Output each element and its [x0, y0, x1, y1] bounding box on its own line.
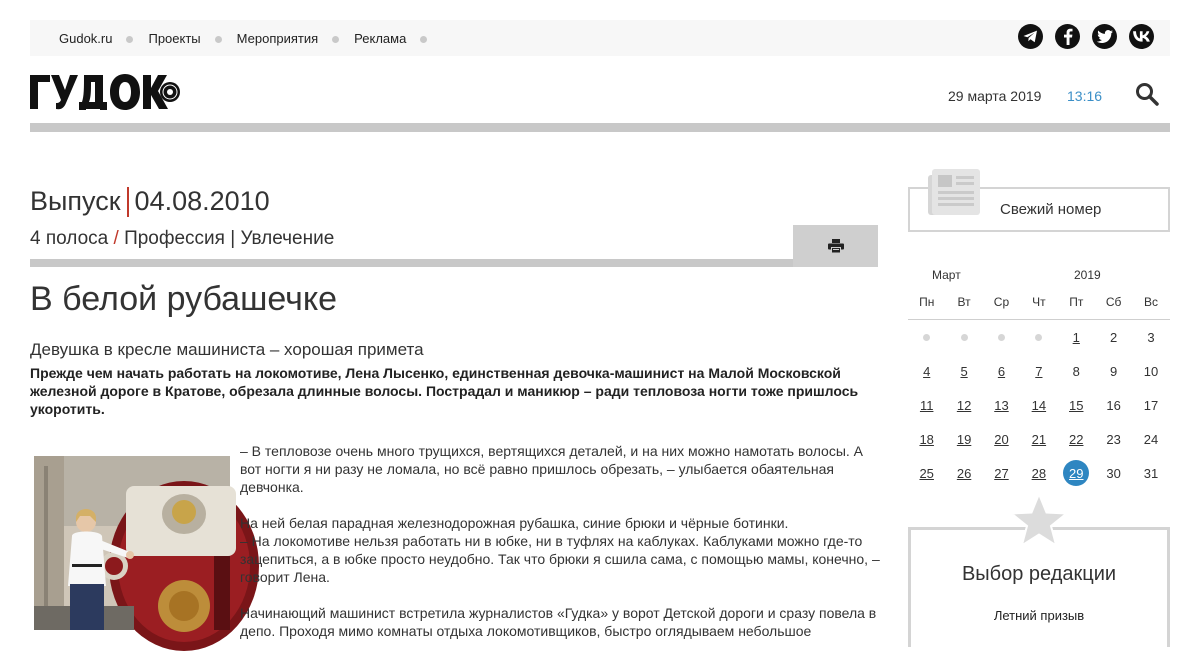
calendar-day — [1095, 320, 1132, 354]
calendar-day-number: 1 — [1072, 329, 1080, 345]
calendar-day-number: 9 — [1110, 363, 1118, 379]
calendar-day[interactable] — [1058, 422, 1095, 456]
nav-link-ads[interactable]: Реклама — [354, 30, 407, 46]
calendar-grid — [908, 320, 1170, 490]
weekday-label: Ср — [993, 295, 1010, 309]
issue-label: Выпуск — [30, 186, 121, 216]
telegram-icon[interactable] — [1018, 24, 1043, 49]
calendar-day-number: 12 — [956, 397, 972, 413]
calendar-day-number: 2 — [1110, 329, 1118, 345]
calendar-day[interactable] — [1020, 456, 1057, 490]
calendar-day[interactable] — [1058, 388, 1095, 422]
calendar-dot — [998, 334, 1005, 341]
article-paragraph: – В тепловозе очень много трущихся, вертящихся деталей, и на них можно намотать волосы. А вот ногти я ни разу не ломала, но всё равно пришлось обрезать, – улыбается обаятельная девчонка. — [240, 443, 864, 495]
article-divider — [30, 259, 793, 267]
breadcrumb-page[interactable]: 4 полоса — [30, 228, 109, 249]
calendar-day-number: 20 — [994, 431, 1009, 447]
calendar-day-number: 5 — [960, 363, 968, 379]
calendar-day-number: 3 — [1147, 329, 1155, 345]
breadcrumb-slash: / — [113, 228, 119, 249]
calendar-day — [1132, 388, 1169, 422]
calendar-day-number: 6 — [997, 363, 1006, 379]
article-body — [240, 442, 885, 658]
issue-date[interactable]: 04.08.2010 — [134, 186, 270, 216]
weekday-label: Вс — [1144, 295, 1159, 309]
weekday-label: Пт — [1069, 295, 1084, 309]
calendar-empty-day — [945, 320, 982, 354]
nav-separator-dot — [215, 36, 222, 43]
article-lead: Прежде чем начать работать на локомотиве, Лена Лысенко, единственная девочка-машинист на Малой Московской железной дороге в Кратове, обрезала длинные волосы. Пострадал и маникюр – ради тепловоза ногти тоже пришлось укоротить. — [30, 365, 859, 417]
calendar-day-number: 14 — [1031, 397, 1047, 413]
calendar-day[interactable] — [945, 422, 982, 456]
twitter-icon[interactable] — [1092, 24, 1117, 49]
weekday-label: Вт — [957, 295, 971, 309]
header-date: 29 марта 2019 — [948, 88, 1042, 104]
calendar-month[interactable]: Март — [932, 268, 961, 282]
breadcrumb-section[interactable]: Профессия | Увлечение — [124, 228, 335, 249]
calendar-empty-day — [983, 320, 1020, 354]
header-divider — [30, 123, 1170, 132]
newspaper-icon — [926, 169, 982, 217]
editors-choice-item[interactable]: Летний призыв — [993, 608, 1085, 623]
nav-separator-dot — [332, 36, 339, 43]
calendar-day-number: 21 — [1031, 431, 1047, 447]
nav-link-gudok[interactable]: Gudok.ru — [59, 30, 113, 46]
calendar-day[interactable] — [945, 388, 982, 422]
calendar-day-number: 10 — [1143, 363, 1159, 379]
star-icon — [1010, 493, 1068, 549]
calendar-day-number: 25 — [919, 465, 934, 481]
issue-heading — [30, 186, 270, 217]
nav-link-events[interactable]: Мероприятия — [236, 30, 319, 46]
issue-separator — [127, 187, 129, 217]
article-title: В белой рубашечке — [30, 280, 338, 318]
calendar-weekdays — [908, 295, 1170, 309]
calendar-day — [1132, 320, 1169, 354]
calendar-day-number: 7 — [1035, 363, 1043, 379]
facebook-icon[interactable] — [1055, 24, 1080, 49]
calendar-day[interactable] — [945, 354, 982, 388]
calendar-day[interactable] — [908, 422, 945, 456]
calendar-day-number: 30 — [1106, 465, 1121, 481]
site-logo[interactable] — [30, 74, 180, 110]
top-nav — [59, 20, 442, 56]
header-time: 13:16 — [1067, 88, 1103, 104]
calendar-day — [1095, 354, 1132, 388]
social-links — [1018, 24, 1154, 49]
calendar-day[interactable] — [1058, 320, 1095, 354]
calendar-day-number: 8 — [1072, 363, 1080, 379]
calendar-day-number: 28 — [1031, 465, 1047, 481]
calendar-empty-day — [1020, 320, 1057, 354]
calendar-day-number: 4 — [923, 363, 931, 379]
print-button[interactable] — [793, 225, 878, 267]
calendar-dot — [961, 334, 968, 341]
calendar-day[interactable] — [983, 354, 1020, 388]
calendar-day[interactable] — [908, 456, 945, 490]
calendar-day[interactable] — [983, 388, 1020, 422]
calendar-empty-day — [908, 320, 945, 354]
calendar-day — [1132, 354, 1169, 388]
calendar-day-number: 18 — [919, 431, 934, 447]
calendar-day[interactable] — [945, 456, 982, 490]
calendar-day[interactable] — [908, 354, 945, 388]
calendar-day-number: 16 — [1106, 397, 1121, 413]
calendar-year[interactable]: 2019 — [1074, 268, 1101, 282]
calendar-day-number: 22 — [1069, 431, 1084, 447]
weekday-label: Сб — [1105, 295, 1122, 309]
calendar-day-number: 13 — [994, 397, 1009, 413]
calendar-day[interactable] — [1020, 422, 1057, 456]
calendar-day-today[interactable] — [1058, 456, 1095, 490]
calendar-day — [1132, 422, 1169, 456]
nav-link-projects[interactable]: Проекты — [148, 30, 201, 46]
vk-icon[interactable] — [1129, 24, 1154, 49]
calendar-day-number: 24 — [1143, 431, 1159, 447]
search-icon[interactable] — [1135, 82, 1159, 106]
calendar-day-number: 11 — [919, 397, 934, 413]
calendar-day-number: 23 — [1106, 431, 1121, 447]
calendar-day[interactable] — [1020, 388, 1057, 422]
calendar-day-number: 31 — [1143, 465, 1159, 481]
fresh-issue-label: Свежий номер — [1000, 201, 1102, 218]
weekday-label: Пн — [919, 295, 935, 309]
calendar-dot — [1035, 334, 1042, 341]
article-subtitle: Девушка в кресле машиниста – хорошая примета — [30, 340, 424, 359]
calendar-day[interactable] — [983, 456, 1020, 490]
calendar-day[interactable] — [1020, 354, 1057, 388]
article-paragraph: Начинающий машинист встретила журналистов «Гудка» у ворот Детской дороги и сразу повела в депо. Проходя мимо комнаты отдыха локомотивщиков, быстро оглядываем небольшое — [240, 605, 877, 639]
top-bar — [30, 20, 1170, 56]
calendar-day-number: 29 — [1063, 460, 1089, 486]
calendar-day-number: 15 — [1069, 397, 1084, 413]
nav-separator-dot — [126, 36, 133, 43]
calendar-day-number: 26 — [956, 465, 972, 481]
calendar-day — [1132, 456, 1169, 490]
nav-separator-dot — [420, 36, 427, 43]
calendar-day-number: 27 — [994, 465, 1009, 481]
printer-icon — [828, 239, 844, 253]
calendar-dot — [923, 334, 930, 341]
editors-choice-title: Выбор редакции — [961, 563, 1117, 585]
calendar-day[interactable] — [908, 388, 945, 422]
weekday-label: Чт — [1032, 295, 1046, 309]
calendar-day — [1095, 422, 1132, 456]
calendar-day[interactable] — [983, 422, 1020, 456]
calendar-day — [1058, 354, 1095, 388]
calendar-day-number: 19 — [956, 431, 972, 447]
breadcrumb — [30, 228, 334, 250]
article-photo[interactable] — [34, 456, 230, 630]
article-paragraph: На ней белая парадная железнодорожная рубашка, синие брюки и чёрные ботинки. – На локомотиве нельзя работать ни в юбке, ни в туфлях на каблуках. Каблуками можно где-то зацепиться, а в юбке просто неудобно. Так что брюки я сшила сама, с помощью мамы, конечно, – говорит Лена. — [240, 515, 880, 585]
calendar-day-number: 17 — [1143, 397, 1159, 413]
calendar-day — [1095, 388, 1132, 422]
calendar-day — [1095, 456, 1132, 490]
